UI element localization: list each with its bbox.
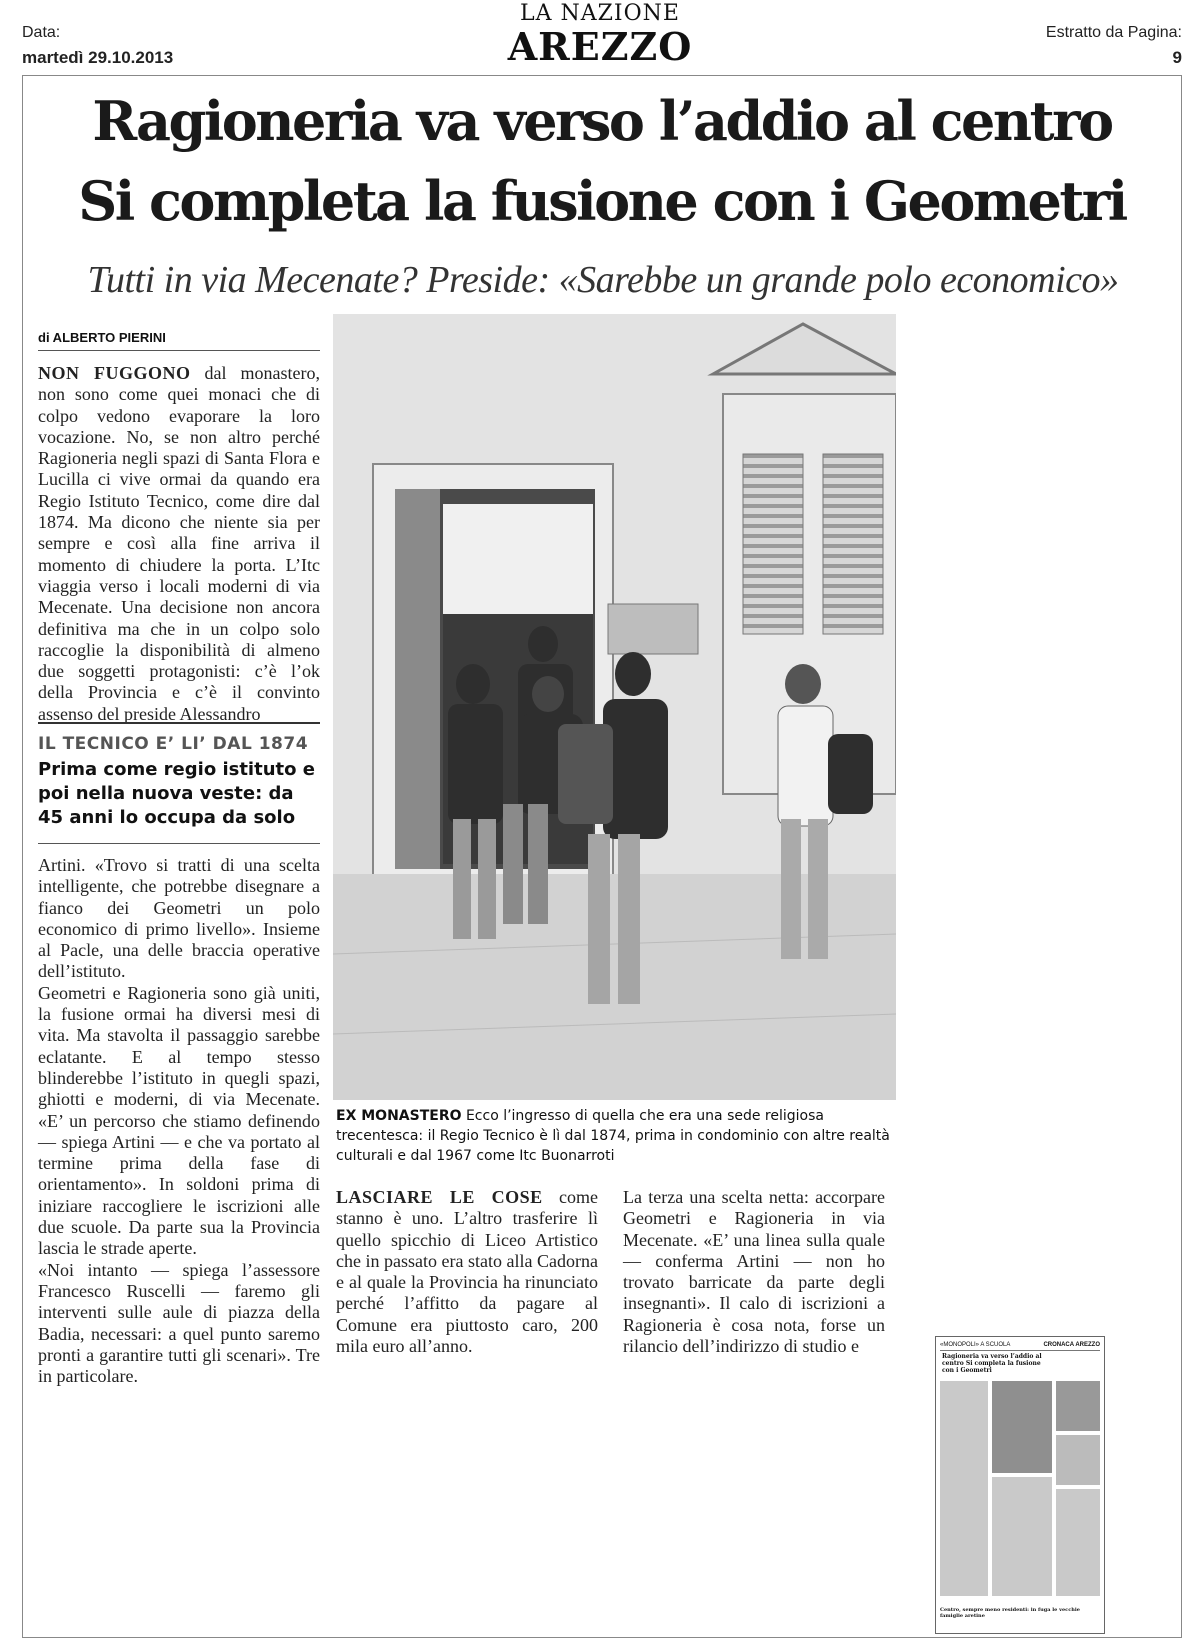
column-1-lead: NON FUGGONO [38, 363, 191, 383]
page-thumbnail [935, 1336, 1105, 1634]
extract-label: Estratto da Pagina: [1045, 24, 1182, 41]
column-1-body: dal monastero, non sono come quei monaci che di colpo vedono evaporare la loro vocazione. No, se non altro perché Ragioneria negli spazi di Santa Flora e Lucilla ci vive ormai da quando era Regio Istituto Tecnico, come dire dal 1874. Ma dicono che niente sia per sempre e così alla fine arriva il momento di chiudere la porta. L’Itc viaggia verso i locali moderni di via Mecenate. Una decisione non ancora definitiva ma che in un colpo solo raccoglie la disponibilità di almeno due soggetti protagonisti: c’è l’ok della Provincia e c’è il convinto assenso del preside Alessandro [38, 363, 320, 724]
byline-rule [38, 350, 320, 351]
box-kicker: IL TECNICO E’ LI’ DAL 1874 [38, 734, 309, 754]
box-rule-top [38, 722, 320, 724]
photo-caption [336, 1106, 896, 1166]
masthead [470, 2, 730, 68]
headline-line-2: Si completa la fusione con i Geometri [78, 169, 1126, 233]
column-2-text [336, 1187, 598, 1357]
column-2-lead: LASCIARE LE COSE [336, 1187, 543, 1207]
thumbnail-headline: Ragioneria va verso l’addio al centro Si completa la fusione con i Geometri [942, 1353, 1042, 1374]
thumbnail-header [940, 1340, 1100, 1351]
column-1-paragraph-1: Artini. «Trovo si tratti di una scelta intelligente, che potrebbe disegnare a fianco dei Geometri un polo economico di primo livello». Insieme al Pacle, una delle braccia operative dell’istituto. [38, 855, 320, 982]
thumbnail-footer-headline: Centro, sempre meno residenti: in fuga le vecchie famiglie aretine [940, 1607, 1080, 1619]
thumbnail-page-preview [940, 1377, 1100, 1602]
article-photo [333, 314, 896, 1100]
thumbnail-masthead: CRONACA AREZZO [1043, 1342, 1100, 1348]
column-1-text [38, 363, 320, 725]
date-label: Data: [22, 24, 61, 41]
caption-text: Ecco l’ingresso di quella che era una sede religiosa trecentesca: il Regio Tecnico è lì dal 1874, prima in condominio con altre realtà culturali e dal 1967 come Itc Buonarroti [336, 1108, 890, 1164]
caption-lead: EX MONASTERO [336, 1108, 462, 1124]
masthead-city: AREZZO [507, 24, 693, 69]
subheadline: Tutti in via Mecenate? Preside: «Sarebbe un grande polo economico» [87, 259, 1119, 301]
thumbnail-section-label: «MONOPOLI» A SCUOLA [940, 1342, 1011, 1348]
column-3-text [623, 1187, 885, 1357]
column-1-continuation [38, 855, 320, 1387]
box-text: Prima come regio istituto e poi nella nuova veste: da 45 anni lo occupa da solo [38, 759, 315, 828]
column-3-body: La terza una scelta netta: accorpare Geometri e Ragioneria in via Mecenate. «E’ una linea sulla quale — conferma Artini — non ho trovato barricate da parte degli insegnanti». Il calo di iscrizioni a Ragioneria è cosa nota, forse un rilancio dell’indirizzo di studio e [623, 1187, 885, 1357]
column-1-paragraph-3: «Noi intanto — spiega l’assessore Francesco Ruscelli — faremo gli interventi sulle aule di piazza della Badia, necessari: a quel punto saremo pronti a garantire tutti gli scenari». Tre in particolare. [38, 1259, 320, 1387]
masthead-top: LA NAZIONE [520, 1, 680, 26]
box-rule-bottom [38, 843, 320, 844]
monastery-entrance-photo [333, 314, 896, 1100]
date-value: martedì 29.10.2013 [22, 48, 174, 67]
column-1-paragraph-2: Geometri e Ragioneria sono già uniti, la fusione ormai ha diversi mesi di vita. Ma stavolta il passaggio sarebbe eclatante. E al tempo stesso blinderebbe l’istituto in quegli spazi, ghiotti e moderni, di via Mecenate. «E’ un percorso che stiamo definendo — spiega Artini — e che va portato al termine prima della fase di orientamento». In soldoni prima di iniziare raccogliere le iscrizioni alle due scuole. Da parte sua la Provincia lascia le strade aperte. [38, 982, 320, 1259]
page-number: 9 [1172, 48, 1182, 67]
column-2-body: come stanno è uno. L’altro trasferire lì quello spicchio di Liceo Artistico che in passato era stato alla Cadorna e al quale la Provincia ha rinunciato perché l’affitto da pagare al Comune era piuttosto caro, 200 mila euro all’anno. [336, 1187, 598, 1357]
headline-line-1: Ragioneria va verso l’addio al centro [92, 89, 1112, 153]
byline: di ALBERTO PIERINI [38, 330, 166, 345]
